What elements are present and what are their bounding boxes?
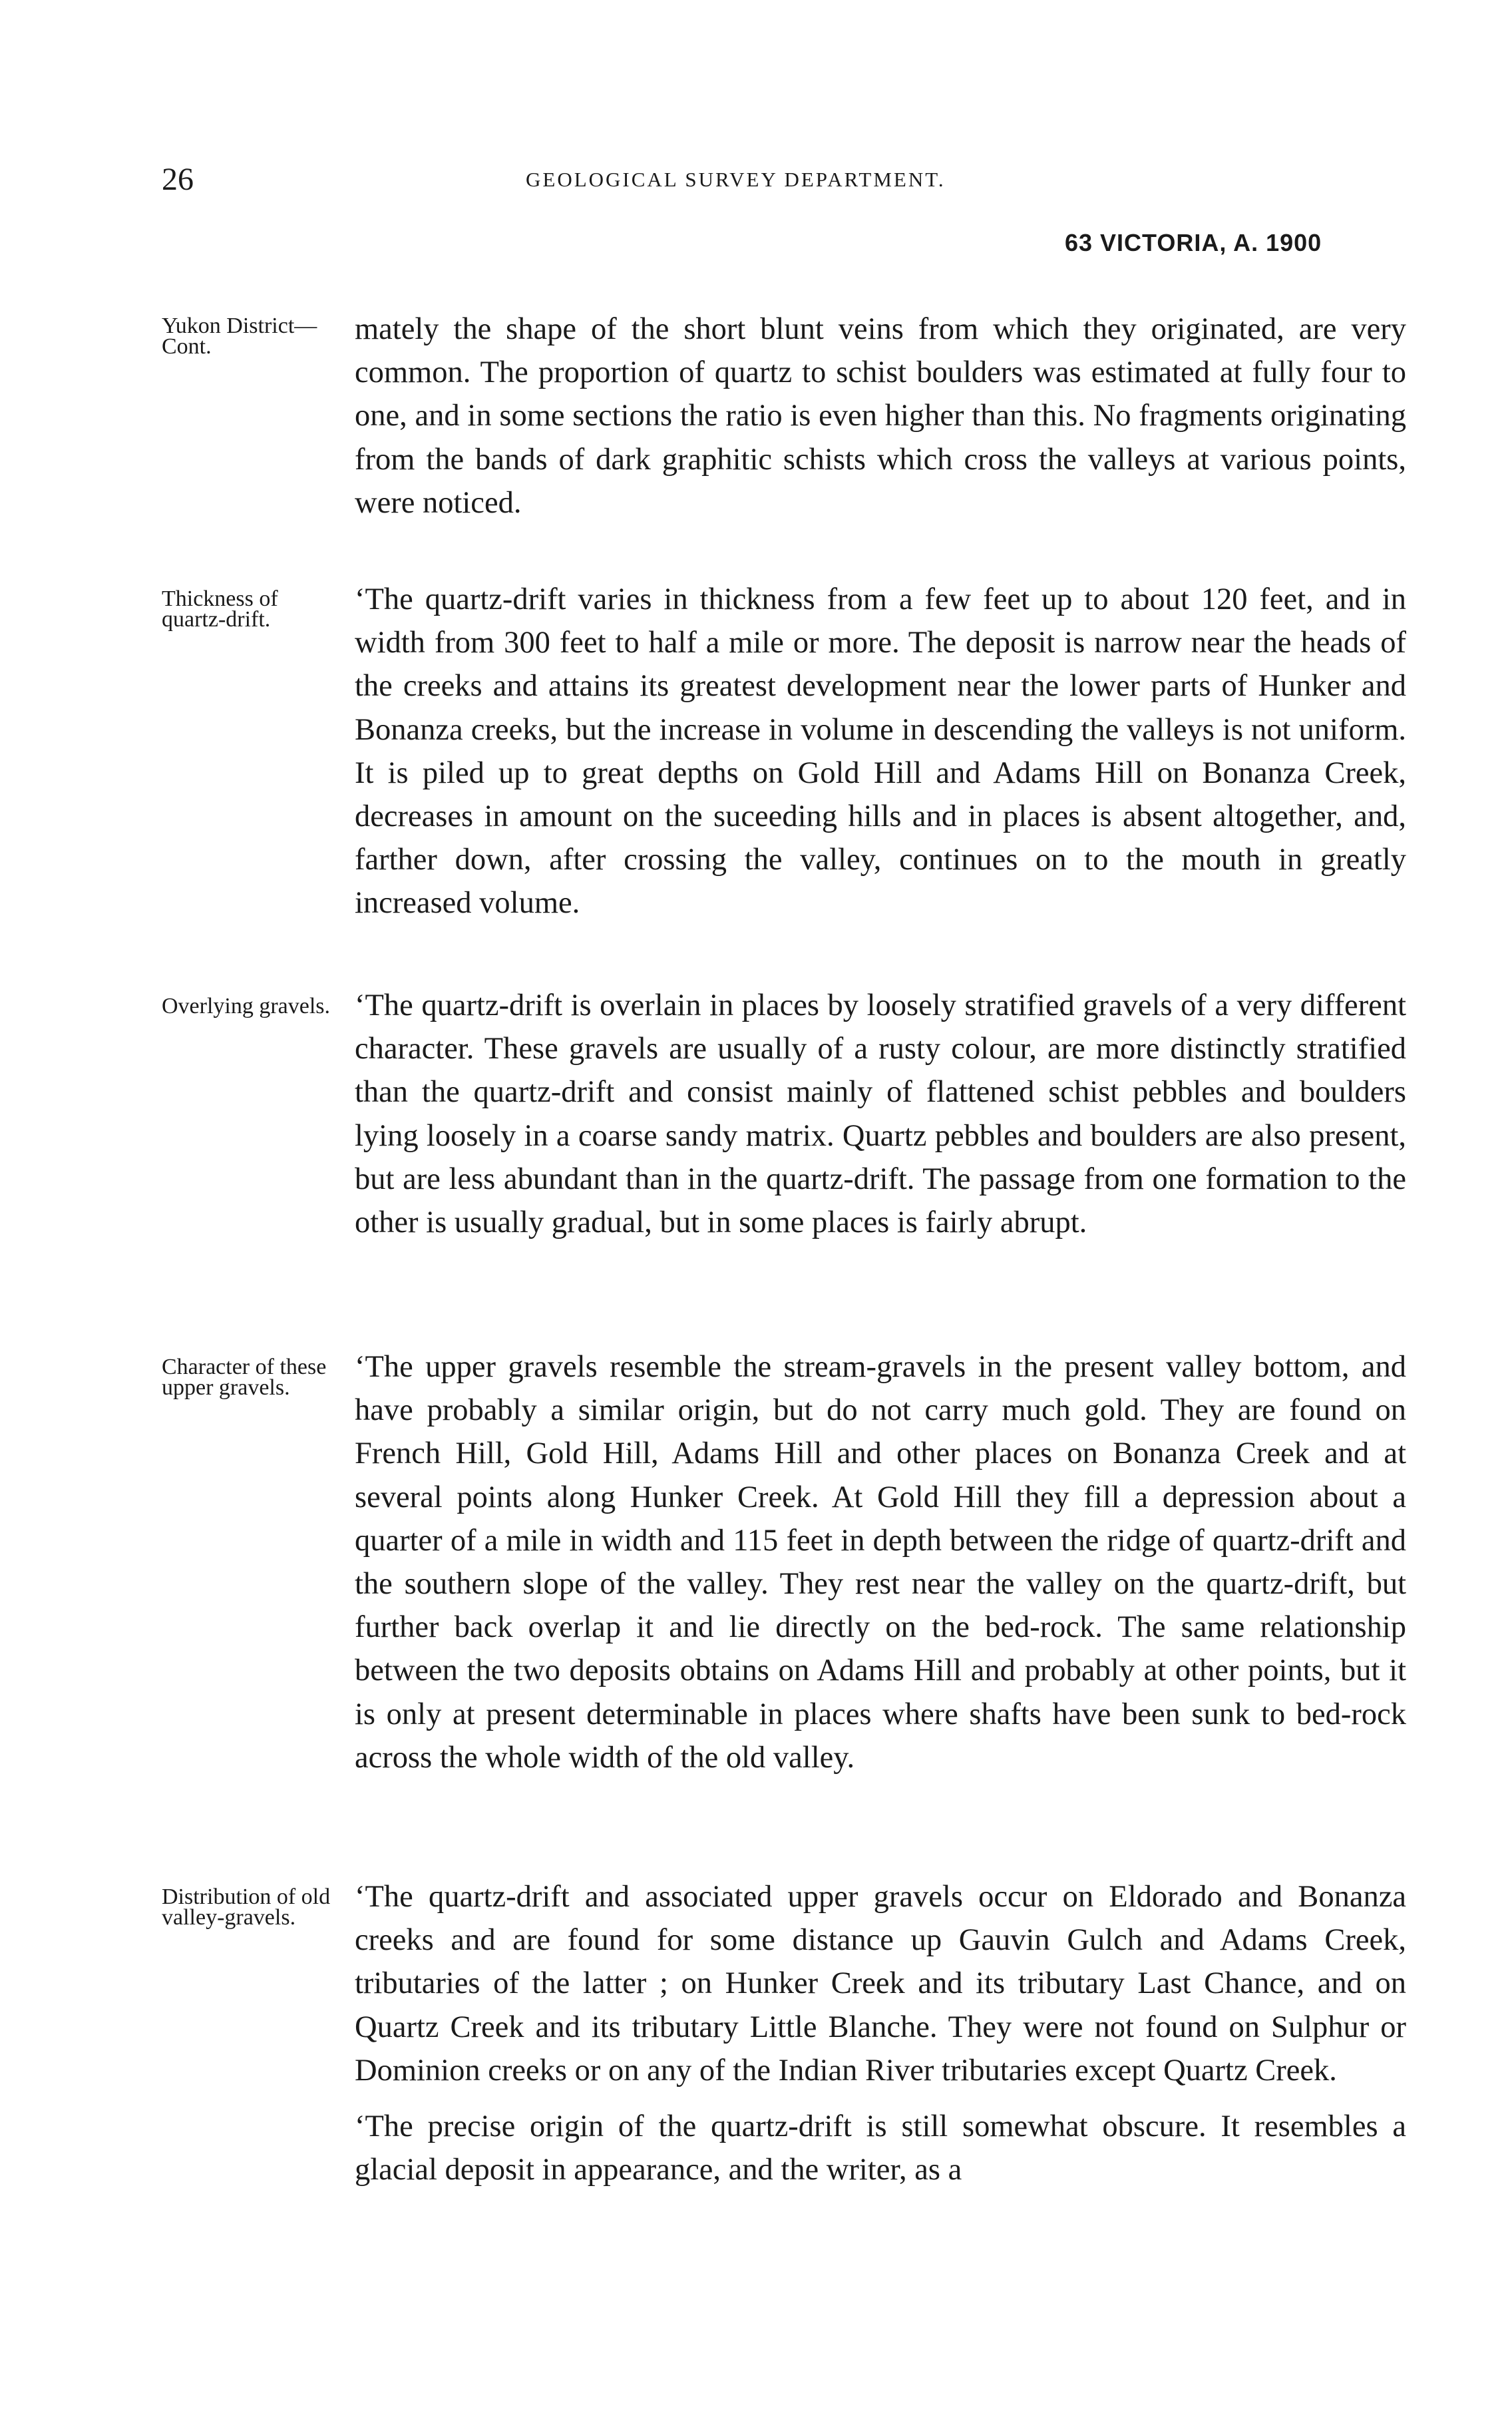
margin-note-distribution: Distribution of old valley-gravels.: [162, 1884, 331, 1930]
margin-note-character-upper-gravels: Character of these upper gravels.: [162, 1355, 327, 1400]
margin-note-thickness: Thickness of quartz-drift.: [162, 586, 278, 632]
paragraph-4: ‘The upper gravels resemble the stream-gravels in the present valley bottom, and have probably a similar origin, but do not carry much gold. They are found on French Hill, Gold Hill, Adams Hill and other places on Bonanza Creek and at several points along Hunker Creek. At Gold Hill they fill a depression about a quarter of a mile in width and 115 feet in depth between the ridge of quartz-drift and the southern slope of the valley. They rest near the valley on the quartz-drift, but further back overlap it and lie directly on the bed-rock. The same relationship between the two deposits obtains on Adams Hill and probably at other points, but it is only at present determinable in places where shafts have been sunk to bed-rock across the whole width of the old valley.: [355, 1350, 1406, 1775]
paragraph-5: ‘The quartz-drift and associated upper gravels occur on Eldorado and Bonanza creeks and are found for some distance up Gauvin Gulch and Adams Creek, tributaries of the latter ; on Hunker Creek and its tributary Last Chance, and on Quartz Creek and its tributary Little Blanche. They were not found on Sulphur or Dominion creeks or on any of the Indian River tributaries except Quartz Creek.: [355, 1880, 1406, 2088]
margin-note-overlying-gravels: Overlying gravels.: [162, 994, 331, 1018]
paragraph-3: ‘The quartz-drift is overlain in places by loosely stratified gravels of a very different character. These gravels are usually of a rusty colour, are more distinctly stratified than the quartz-drift and consist mainly of flattened schist pebbles and boulders lying loosely in a coarse sandy matrix. Quartz pebbles and boulders are also present, but are less abundant than in the quartz-drift. The passage from one formation to the other is usually gradual, but in some places is fairly abrupt.: [355, 989, 1406, 1240]
margin-note-yukon-district: Yukon District—Cont.: [162, 314, 317, 359]
paragraph-2: ‘The quartz-drift varies in thickness from a few feet up to about 120 feet, and in width from 300 feet to half a mile or more. The deposit is narrow near the heads of the creeks and attains its greatest development near the lower parts of Hunker and Bonanza creeks, but the increase in volume in descending the valleys is not uniform. It is piled up to great depths on Gold Hill and Adams Hill on Bonanza Creek, decreases in amount on the suceeding hills and in places is absent altogether, and, farther down, after crossing the valley, continues on to the mouth in greatly increased volume.: [355, 582, 1406, 921]
running-title: GEOLOGICAL SURVEY DEPARTMENT.: [526, 168, 946, 191]
session-label: 63 VICTORIA, A. 1900: [1065, 229, 1322, 256]
page-number: 26: [162, 162, 194, 197]
paragraph-6: ‘The precise origin of the quartz-drift is still somewhat obscure. It resembles a glacial deposit in appearance, and the writer, as a: [355, 2109, 1406, 2187]
paragraph-1: mately the shape of the short blunt veins from which they originated, are very common. The proportion of quartz to schist boulders was estimated at fully four to one, and in some sections the ratio is even higher than this. No fragments originating from the bands of dark graphitic schists which cross the valleys at various points, were noticed.: [355, 312, 1406, 520]
